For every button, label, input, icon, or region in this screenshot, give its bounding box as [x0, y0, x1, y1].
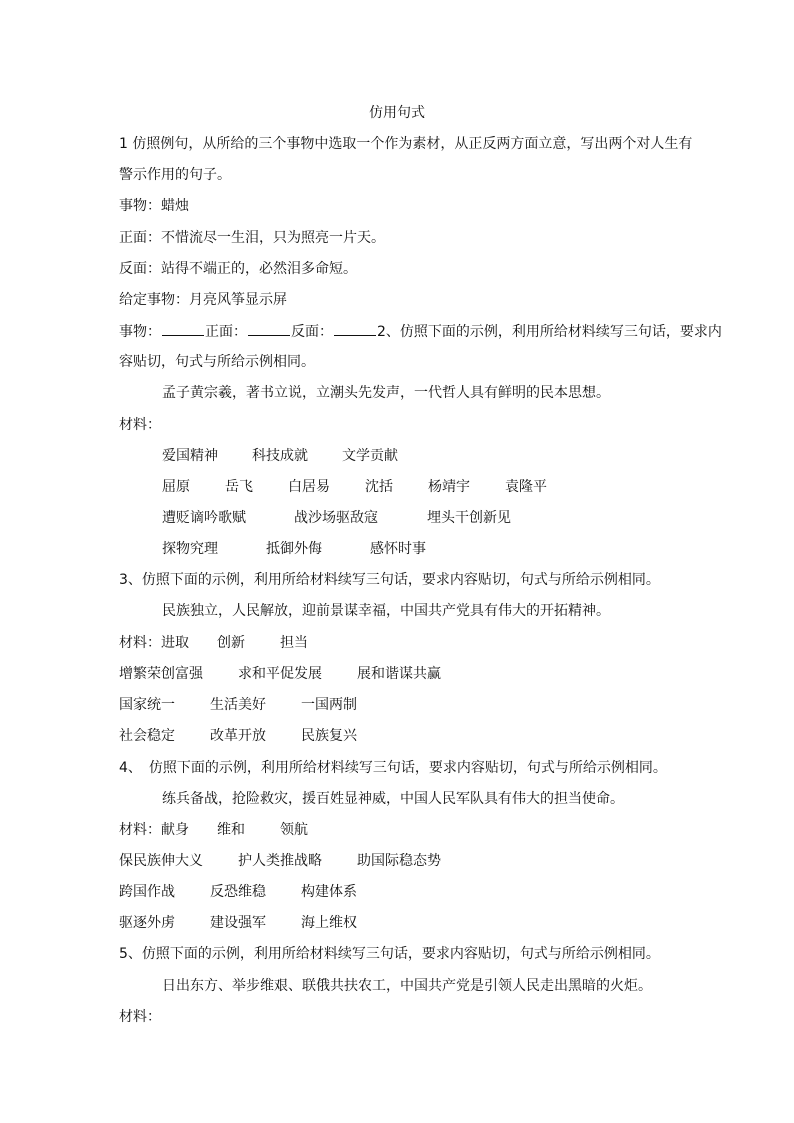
q4-material-item: 材料：献身 — [119, 822, 189, 838]
q2-material-label: 材料： — [119, 417, 161, 433]
q5-material-label: 材料： — [119, 1009, 161, 1025]
q4-material-item: 海上维权 — [301, 915, 357, 931]
q4-material-item: 助国际稳态势 — [357, 853, 441, 869]
q4-example: 练兵备战，抢险救灾，援百姓显神威，中国人民军队具有伟大的担当使命。 — [162, 791, 624, 807]
q4-material-item: 护人类推战略 — [238, 853, 322, 869]
fill-thing-label: 事物： — [119, 324, 161, 340]
q2-material-item: 爱国精神 — [162, 448, 218, 464]
q3-prompt: 3、仿照下面的示例，利用所给材料续写三句话，要求内容贴切，句式与所给示例相同。 — [119, 572, 660, 588]
q3-material-item: 创新 — [217, 635, 245, 651]
page-title: 仿用句式 — [369, 105, 425, 121]
q5-prompt: 5、仿照下面的示例，利用所给材料续写三句话，要求内容贴切，句式与所给示例相同。 — [119, 946, 660, 962]
q2-material-item: 袁隆平 — [505, 479, 547, 495]
q1-example-negative: 反面：站得不端正的，必然泪多命短。 — [119, 261, 357, 277]
q2-material-item: 岳飞 — [225, 479, 253, 495]
fill-negative-blank[interactable] — [334, 321, 376, 336]
q4-material-item: 领航 — [280, 822, 308, 838]
q3-material-item: 求和平促发展 — [238, 666, 322, 682]
q3-material-item: 国家统一 — [119, 697, 175, 713]
q2-material-item: 沈括 — [365, 479, 393, 495]
q2-material-item: 感怀时事 — [370, 541, 426, 557]
q4-material-item: 跨国作战 — [119, 884, 175, 900]
q1-prompt-line1: 1 仿照例句，从所给的三个事物中选取一个作为素材，从正反两方面立意，写出两个对人生有 — [119, 136, 693, 152]
q2-material-item: 战沙场驱敌寇 — [294, 510, 378, 526]
q3-material-item: 一国两制 — [301, 697, 357, 713]
q3-material-item: 增繁荣创富强 — [119, 666, 203, 682]
q3-material-item: 改革开放 — [210, 728, 266, 744]
q4-material-item: 反恐维稳 — [210, 884, 266, 900]
fill-positive-label: 正面： — [205, 324, 247, 340]
q2-example: 孟子黄宗羲，著书立说，立潮头先发声，一代哲人具有鲜明的民本思想。 — [162, 385, 610, 401]
q4-material-item: 维和 — [217, 822, 245, 838]
q4-prompt: 4、 仿照下面的示例，利用所给材料续写三句话，要求内容贴切，句式与所给示例相同。 — [119, 760, 667, 776]
q2-material-item: 遭贬谪吟歌赋 — [162, 510, 246, 526]
q2-material-item: 文学贡献 — [342, 448, 398, 464]
q2-material-item: 白居易 — [288, 479, 330, 495]
q2-material-item: 科技成就 — [252, 448, 308, 464]
q3-material-item: 担当 — [280, 635, 308, 651]
q4-material-item: 保民族伸大义 — [119, 853, 203, 869]
q2-material-item: 探物究理 — [162, 541, 218, 557]
q2-material-item: 杨靖宇 — [428, 479, 470, 495]
q3-material-item: 生活美好 — [210, 697, 266, 713]
q2-material-item: 埋头干创新见 — [427, 510, 511, 526]
fill-positive-blank[interactable] — [248, 321, 290, 336]
fill-thing-blank[interactable] — [162, 321, 204, 336]
q3-material-item: 民族复兴 — [301, 728, 357, 744]
q3-example: 民族独立，人民解放，迎前景谋幸福，中国共产党具有伟大的开拓精神。 — [162, 603, 610, 619]
q1-example-thing: 事物：蜡烛 — [119, 198, 189, 214]
q3-material-item: 展和谐谋共赢 — [357, 666, 441, 682]
q4-material-item: 驱逐外虏 — [119, 915, 175, 931]
q4-material-item: 建设强军 — [210, 915, 266, 931]
q2-material-item: 抵御外侮 — [266, 541, 322, 557]
q1-prompt-line2: 警示作用的句子。 — [119, 167, 231, 183]
q5-example: 日出东方、举步维艰、联俄共扶农工，中国共产党是引领人民走出黑暗的火炬。 — [162, 978, 652, 994]
q2-prompt-line1: 2、仿照下面的示例，利用所给材料续写三句话，要求内 — [377, 324, 722, 340]
q2-material-item: 屈原 — [162, 479, 190, 495]
q3-material-item: 社会稳定 — [119, 728, 175, 744]
q4-material-item: 构建体系 — [301, 884, 357, 900]
q1-fill-line — [119, 321, 722, 342]
fill-negative-label: 反面： — [291, 324, 333, 340]
q3-material-item: 材料：进取 — [119, 635, 189, 651]
q1-example-positive: 正面：不惜流尽一生泪，只为照亮一片天。 — [119, 230, 385, 246]
q2-prompt-line2: 容贴切，句式与所给示例相同。 — [119, 354, 315, 370]
q1-given-things: 给定事物：月亮风筝显示屏 — [119, 292, 287, 308]
